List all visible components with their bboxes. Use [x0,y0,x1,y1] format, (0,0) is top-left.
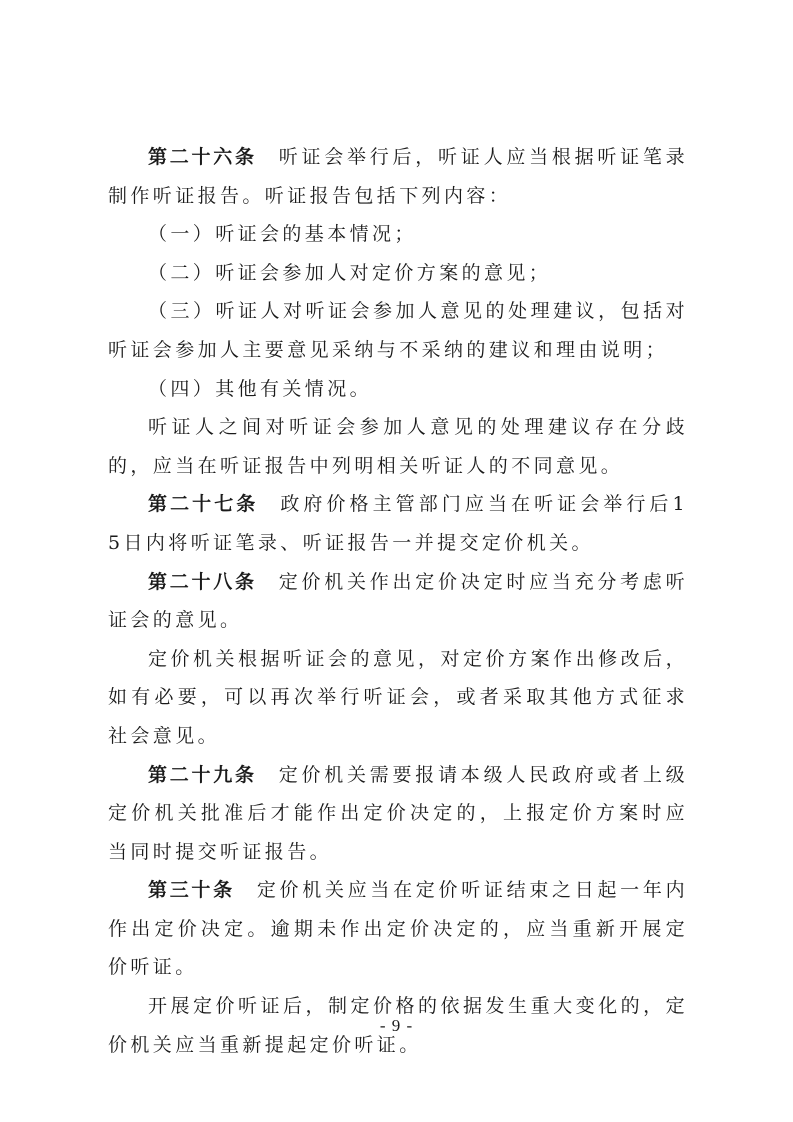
article-number: 第二十八条 [148,570,257,593]
document-body [108,138,688,1064]
paragraph-text: （一）听证会的基本情况； [148,223,417,246]
paragraph-text: 定价机关根据听证会的意见，对定价方案作出修改后，如有必要，可以再次举行听证会，或者采取其他方式征求社会意见。 [108,647,688,747]
paragraph-text: 政府价格主管部门应当在听证会举行后15日内将听证笔录、听证报告一并提交定价机关。 [108,493,688,554]
paragraph-text: 定价机关应当在定价听证结束之日起一年内作出定价决定。逾期未作出定价决定的，应当重新开展定价听证。 [108,879,688,979]
paragraph-text: （三）听证人对听证会参加人意见的处理建议，包括对听证会参加人主要意见采纳与不采纳的建议和理由说明； [108,300,688,361]
paragraph-disagreement [108,408,688,485]
article-number: 第二十六条 [148,146,257,168]
page-number: - 9 - [379,1016,414,1035]
paragraph-article-30 [108,871,688,987]
list-item-3 [108,292,688,369]
paragraph-text: （二）听证会参加人对定价方案的意见； [148,261,552,284]
paragraph-article-27 [108,485,688,562]
paragraph-text: 定价机关作出定价决定时应当充分考虑听证会的意见。 [108,570,688,632]
article-number: 第二十九条 [148,763,257,786]
article-number: 第三十条 [148,879,235,902]
paragraph-article-29 [108,756,688,872]
list-item-1 [108,215,688,254]
paragraph-article-26 [108,138,688,215]
list-item-2 [108,254,688,293]
list-item-4 [108,370,688,409]
paragraph-text: 定价机关需要报请本级人民政府或者上级定价机关批准后才能作出定价决定的，上报定价方案时应当同时提交听证报告。 [108,763,688,863]
paragraph-text: （四）其他有关情况。 [148,377,373,400]
paragraph-revision [108,640,688,756]
paragraph-text: 开展定价听证后，制定价格的依据发生重大变化的，定价机关应当重新提起定价听证。 [108,995,688,1056]
article-number: 第二十七条 [148,493,259,516]
paragraph-text: 听证会举行后，听证人应当根据听证笔录制作听证报告。听证报告包括下列内容： [108,146,688,207]
paragraph-article-28 [108,563,688,640]
paragraph-text: 听证人之间对听证会参加人意见的处理建议存在分歧的，应当在听证报告中列明相关听证人的不同意见。 [108,416,688,477]
